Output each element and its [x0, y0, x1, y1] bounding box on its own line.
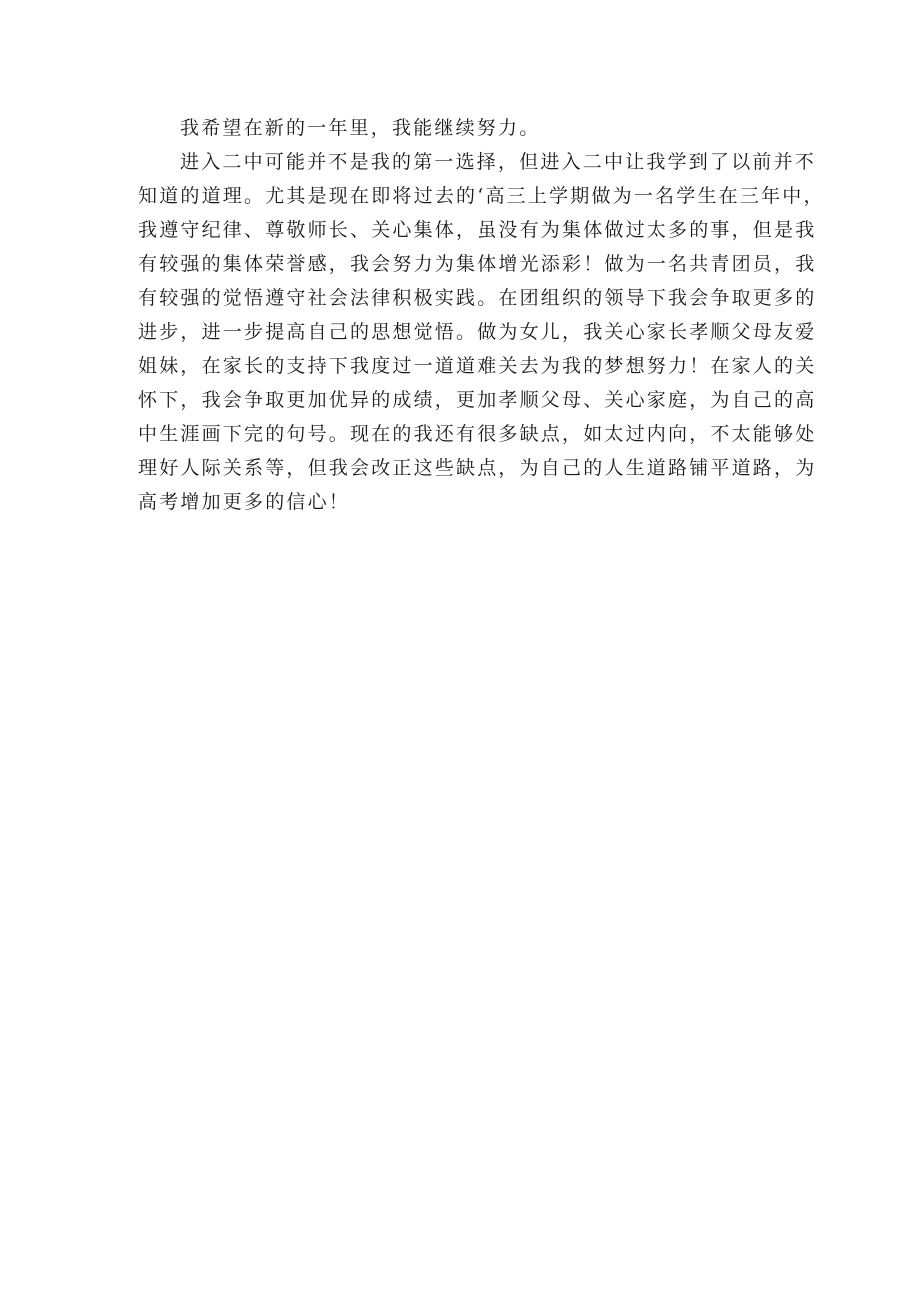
text-line: 姐妹，在家长的支持下我度过一道道难关去为我的梦想努力！在家人的关	[138, 355, 817, 377]
text-line: 进步，进一步提高自己的思想觉悟。做为女儿，我关心家长孝顺父母友爱	[138, 321, 817, 343]
text-line: 有较强的集体荣誉感，我会努力为集体增光添彩！做为一名共青团员，我	[138, 253, 817, 275]
paragraph-2	[138, 145, 825, 519]
text-line: 有较强的觉悟遵守社会法律积极实践。在团组织的领导下我会争取更多的	[138, 287, 817, 309]
document-body	[138, 111, 825, 519]
text-line: 知道的道理。尤其是现在即将过去的‘高三上学期做为一名学生在三年中，	[138, 185, 825, 207]
text-line: 理好人际关系等，但我会改正这些缺点，为自己的人生道路铺平道路，为	[138, 457, 817, 479]
text-line: 中生涯画下完的句号。现在的我还有很多缺点，如太过内向，不太能够处	[138, 423, 817, 445]
paragraph-1	[138, 111, 788, 145]
text-line: 我希望在新的一年里，我能继续努力。	[180, 117, 541, 139]
text-line: 我遵守纪律、尊敬师长、关心集体，虽没有为集体做过太多的事，但是我	[138, 219, 817, 241]
text-line: 进入二中可能并不是我的第一选择，但进入二中让我学到了以前并不	[180, 151, 817, 173]
text-line: 高考增加更多的信心！	[138, 491, 351, 513]
text-line: 怀下，我会争取更加优异的成绩，更加孝顺父母、关心家庭，为自己的高	[138, 389, 817, 411]
